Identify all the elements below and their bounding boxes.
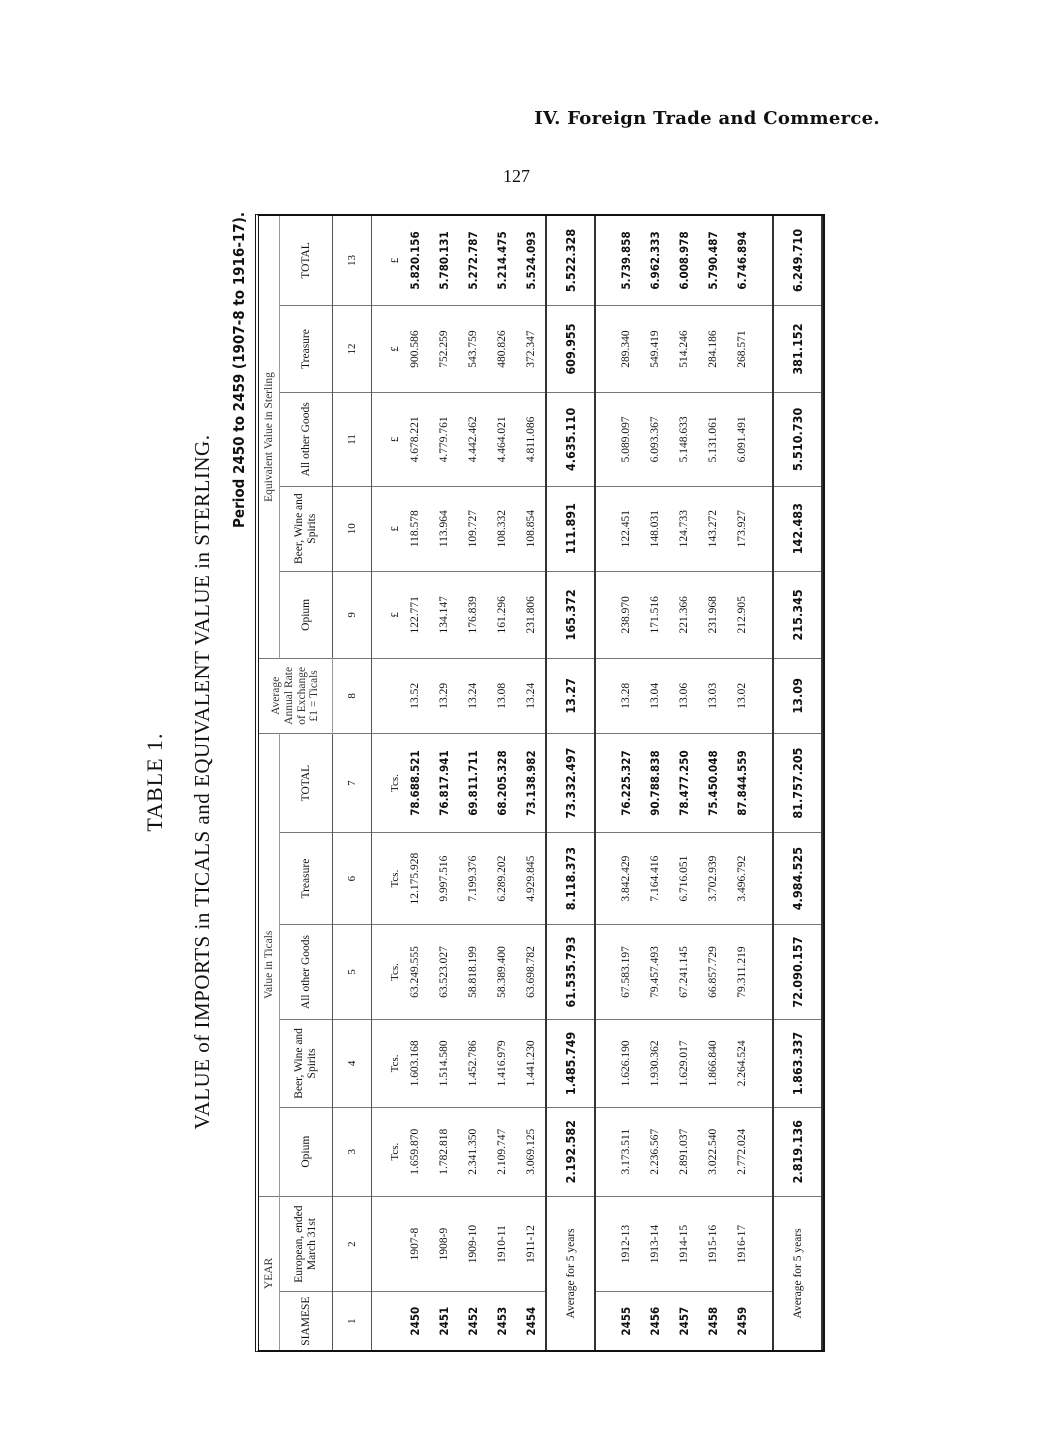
table-cell: 63.249.555 bbox=[401, 924, 430, 1020]
table-cell: 2456 bbox=[648, 1306, 663, 1336]
table-row bbox=[641, 216, 670, 1350]
table-cell: 67.241.145 bbox=[670, 924, 699, 1020]
average-cell: 5.510.730 bbox=[773, 393, 822, 486]
table-cell: 2454 bbox=[523, 1306, 538, 1336]
spacer-cell bbox=[595, 571, 612, 658]
column-number-row bbox=[333, 216, 372, 1350]
table-cell: 13.06 bbox=[670, 658, 699, 733]
spacer-cell bbox=[595, 486, 612, 571]
table-cell: 6.962.333 bbox=[641, 216, 670, 305]
table-cell: 5.780.131 bbox=[430, 216, 459, 305]
table-cell: 5.790.487 bbox=[699, 216, 728, 305]
spacer-cell bbox=[756, 833, 773, 924]
table-cell: 1.452.786 bbox=[459, 1020, 488, 1107]
column-number-11: 11 bbox=[333, 393, 372, 486]
table-row bbox=[516, 216, 546, 1350]
table-cell: 543.759 bbox=[459, 305, 488, 392]
table-cell: 13.29 bbox=[430, 658, 459, 733]
unit-label-7: Tcs. bbox=[371, 733, 400, 833]
table-subtitle: VALUE of IMPORTS in TICALS and EQUIVALENT VALUE in STERLING. bbox=[190, 434, 214, 1130]
spacer-cell bbox=[756, 393, 773, 486]
table-cell: 5.272.787 bbox=[459, 216, 488, 305]
spacer-cell bbox=[595, 1107, 612, 1196]
table-cell: 4.442.462 bbox=[459, 393, 488, 486]
table-cell: 1.866.840 bbox=[699, 1020, 728, 1107]
average-cell: 111.891 bbox=[546, 486, 595, 571]
table-cell: 231.968 bbox=[699, 571, 728, 658]
table-row bbox=[699, 216, 728, 1350]
section-header: IV. Foreign Trade and Commerce. bbox=[534, 108, 880, 129]
spacer-cell bbox=[756, 1292, 773, 1350]
page-number: 127 bbox=[503, 166, 530, 186]
average-cell: 1.485.749 bbox=[546, 1020, 595, 1107]
spacer-cell bbox=[595, 393, 612, 486]
col-header-12: Treasure bbox=[280, 305, 333, 392]
table-cell: 4.929.845 bbox=[516, 833, 546, 924]
table-cell: 122.771 bbox=[401, 571, 430, 658]
col-header-2: European, ended March 31st bbox=[280, 1196, 333, 1292]
col-header-8: Average Annual Rate of Exchange £1 = Ticals bbox=[259, 658, 333, 733]
table-cell: 372.347 bbox=[516, 305, 546, 392]
rotated-table-area bbox=[140, 212, 830, 1352]
table-cell: 1915-16 bbox=[699, 1196, 728, 1292]
table-cell: 161.296 bbox=[488, 571, 517, 658]
average-row bbox=[546, 216, 595, 1350]
table-cell: 238.970 bbox=[612, 571, 641, 658]
table-cell: 2459 bbox=[734, 1306, 749, 1336]
table-cell: 1.626.190 bbox=[612, 1020, 641, 1107]
table-cell: 124.733 bbox=[670, 486, 699, 571]
average-cell: 73.332.497 bbox=[546, 733, 595, 833]
col-header-3: Opium bbox=[280, 1107, 333, 1196]
table-cell: 5.148.633 bbox=[670, 393, 699, 486]
table-cell: 284.186 bbox=[699, 305, 728, 392]
column-number-6: 6 bbox=[333, 833, 372, 924]
column-number-13: 13 bbox=[333, 216, 372, 305]
imports-table bbox=[259, 216, 823, 1350]
spacer-cell bbox=[756, 305, 773, 392]
column-number-8: 8 bbox=[333, 658, 372, 733]
table-cell: 1.441.230 bbox=[516, 1020, 546, 1107]
average-cell: 2.819.136 bbox=[773, 1107, 822, 1196]
table-cell: 1.629.017 bbox=[670, 1020, 699, 1107]
table-row bbox=[459, 216, 488, 1350]
col-header-9: Opium bbox=[280, 571, 333, 658]
col-header-7: TOTAL bbox=[280, 733, 333, 833]
average-cell: 13.27 bbox=[546, 658, 595, 733]
average-cell: 1.863.337 bbox=[773, 1020, 822, 1107]
table-cell: 3.842.429 bbox=[612, 833, 641, 924]
table-cell: 134.147 bbox=[430, 571, 459, 658]
table-cell: 2452 bbox=[466, 1306, 481, 1336]
unit-label-11: £ bbox=[371, 393, 400, 486]
average-row bbox=[773, 216, 822, 1350]
unit-label-10: £ bbox=[371, 486, 400, 571]
table-cell: 221.366 bbox=[670, 571, 699, 658]
table-cell: 143.272 bbox=[699, 486, 728, 571]
table-cell: 4.464.021 bbox=[488, 393, 517, 486]
table-cell: 1908-9 bbox=[430, 1196, 459, 1292]
spacer-cell bbox=[595, 1292, 612, 1350]
unit-label-1 bbox=[371, 1292, 400, 1350]
table-cell: 13.28 bbox=[612, 658, 641, 733]
table-cell: 1909-10 bbox=[459, 1196, 488, 1292]
table-cell: 4.811.086 bbox=[516, 393, 546, 486]
average-cell: 165.372 bbox=[546, 571, 595, 658]
table-cell: 2.772.024 bbox=[728, 1107, 757, 1196]
table-cell: 4.779.761 bbox=[430, 393, 459, 486]
table-cell: 2.264.524 bbox=[728, 1020, 757, 1107]
average-cell: 2.192.582 bbox=[546, 1107, 595, 1196]
table-cell: 7.164.416 bbox=[641, 833, 670, 924]
average-cell: 215.345 bbox=[773, 571, 822, 658]
column-number-12: 12 bbox=[333, 305, 372, 392]
table-cell: 752.259 bbox=[430, 305, 459, 392]
column-header-row bbox=[280, 216, 333, 1350]
table-cell: 118.578 bbox=[401, 486, 430, 571]
table-cell: 63.698.782 bbox=[516, 924, 546, 1020]
table-cell: 7.199.376 bbox=[459, 833, 488, 924]
table-cell: 5.214.475 bbox=[488, 216, 517, 305]
table-cell: 6.746.894 bbox=[728, 216, 757, 305]
table-cell: 63.523.027 bbox=[430, 924, 459, 1020]
table-cell: 13.24 bbox=[459, 658, 488, 733]
table-cell: 13.03 bbox=[699, 658, 728, 733]
table-cell: 1914-15 bbox=[670, 1196, 699, 1292]
spacer-row bbox=[595, 216, 612, 1350]
average-cell: 609.955 bbox=[546, 305, 595, 392]
spacer-cell bbox=[595, 924, 612, 1020]
table-cell: 148.031 bbox=[641, 486, 670, 571]
average-cell: 61.535.793 bbox=[546, 924, 595, 1020]
table-cell: 6.008.978 bbox=[670, 216, 699, 305]
table-cell: 2458 bbox=[706, 1306, 721, 1336]
table-cell: 514.246 bbox=[670, 305, 699, 392]
average-cell: 13.09 bbox=[773, 658, 822, 733]
table-cell: 76.817.941 bbox=[430, 733, 459, 833]
table-cell: 2450 bbox=[408, 1306, 423, 1336]
table-cell: 1.782.818 bbox=[430, 1107, 459, 1196]
average-cell: 72.090.157 bbox=[773, 924, 822, 1020]
table-cell: 78.688.521 bbox=[401, 733, 430, 833]
spacer-cell bbox=[756, 733, 773, 833]
col-header-4: Beer, Wine and Spirits bbox=[280, 1020, 333, 1107]
col-header-10: Beer, Wine and Spirits bbox=[280, 486, 333, 571]
average-cell: 381.152 bbox=[773, 305, 822, 392]
col-header-13: TOTAL bbox=[280, 216, 333, 305]
table-cell: 5.739.858 bbox=[612, 216, 641, 305]
table-cell: 1.930.362 bbox=[641, 1020, 670, 1107]
table-cell: 58.818.199 bbox=[459, 924, 488, 1020]
column-number-2: 2 bbox=[333, 1196, 372, 1292]
average-label: Average for 5 years bbox=[773, 1196, 822, 1350]
average-cell: 5.522.328 bbox=[546, 216, 595, 305]
column-number-3: 3 bbox=[333, 1107, 372, 1196]
table-cell: 2451 bbox=[437, 1306, 452, 1336]
spacer-cell bbox=[756, 658, 773, 733]
average-cell: 4.635.110 bbox=[546, 393, 595, 486]
table-body bbox=[333, 216, 823, 1350]
table-cell: 1.603.168 bbox=[401, 1020, 430, 1107]
table-row bbox=[670, 216, 699, 1350]
column-number-4: 4 bbox=[333, 1020, 372, 1107]
table-cell: 5.524.093 bbox=[516, 216, 546, 305]
table-cell: 79.457.493 bbox=[641, 924, 670, 1020]
average-cell: 6.249.710 bbox=[773, 216, 822, 305]
spacer-cell bbox=[595, 833, 612, 924]
unit-label-4: Tcs. bbox=[371, 1020, 400, 1107]
table-cell: 5.089.097 bbox=[612, 393, 641, 486]
unit-label-9: £ bbox=[371, 571, 400, 658]
table-cell: 58.389.400 bbox=[488, 924, 517, 1020]
spacer-cell bbox=[595, 216, 612, 305]
table-cell: 113.964 bbox=[430, 486, 459, 571]
unit-label-3: Tcs. bbox=[371, 1107, 400, 1196]
table-cell: 1913-14 bbox=[641, 1196, 670, 1292]
spacer-cell bbox=[595, 305, 612, 392]
table-cell: 900.586 bbox=[401, 305, 430, 392]
spacer-cell bbox=[756, 486, 773, 571]
table-cell: 9.997.516 bbox=[430, 833, 459, 924]
spacer-cell bbox=[595, 658, 612, 733]
table-cell: 549.419 bbox=[641, 305, 670, 392]
table-cell: 3.022.540 bbox=[699, 1107, 728, 1196]
group-year: YEAR bbox=[259, 1196, 280, 1350]
table-cell: 2.341.350 bbox=[459, 1107, 488, 1196]
column-number-1: 1 bbox=[333, 1292, 372, 1350]
spacer-cell bbox=[595, 733, 612, 833]
table-cell: 3.069.125 bbox=[516, 1107, 546, 1196]
average-label: Average for 5 years bbox=[546, 1196, 595, 1350]
table-cell: 4.678.221 bbox=[401, 393, 430, 486]
table-cell: 5.820.156 bbox=[401, 216, 430, 305]
table-cell: 13.08 bbox=[488, 658, 517, 733]
average-cell: 142.483 bbox=[773, 486, 822, 571]
table-cell: 69.811.711 bbox=[459, 733, 488, 833]
column-number-5: 5 bbox=[333, 924, 372, 1020]
spacer-cell bbox=[756, 571, 773, 658]
table-cell: 75.450.048 bbox=[699, 733, 728, 833]
table-period: Period 2450 to 2459 (1907-8 to 1916-17). bbox=[230, 212, 248, 528]
table-cell: 6.289.202 bbox=[488, 833, 517, 924]
spacer-cell bbox=[595, 1196, 612, 1292]
table-cell: 171.516 bbox=[641, 571, 670, 658]
table-cell: 1907-8 bbox=[401, 1196, 430, 1292]
table-cell: 2.109.747 bbox=[488, 1107, 517, 1196]
table-cell: 90.788.838 bbox=[641, 733, 670, 833]
spacer-cell bbox=[595, 1020, 612, 1107]
table-cell: 13.52 bbox=[401, 658, 430, 733]
table-cell: 3.496.792 bbox=[728, 833, 757, 924]
table-cell: 76.225.327 bbox=[612, 733, 641, 833]
table-cell: 67.583.197 bbox=[612, 924, 641, 1020]
table-cell: 6.716.051 bbox=[670, 833, 699, 924]
table-cell: 13.24 bbox=[516, 658, 546, 733]
table-cell: 6.091.491 bbox=[728, 393, 757, 486]
col-header-1: SIAMESE bbox=[280, 1292, 333, 1350]
table-row bbox=[488, 216, 517, 1350]
table-cell: 73.138.982 bbox=[516, 733, 546, 833]
table-row bbox=[430, 216, 459, 1350]
table-cell: 109.727 bbox=[459, 486, 488, 571]
table-cell: 87.844.559 bbox=[728, 733, 757, 833]
table-cell: 6.093.367 bbox=[641, 393, 670, 486]
spacer-cell bbox=[756, 1020, 773, 1107]
table-cell: 1916-17 bbox=[728, 1196, 757, 1292]
unit-label-2 bbox=[371, 1196, 400, 1292]
column-number-9: 9 bbox=[333, 571, 372, 658]
table-cell: 212.905 bbox=[728, 571, 757, 658]
table-cell: 173.927 bbox=[728, 486, 757, 571]
table-cell: 2.236.567 bbox=[641, 1107, 670, 1196]
table-cell: 1910-11 bbox=[488, 1196, 517, 1292]
col-header-5: All other Goods bbox=[280, 924, 333, 1020]
unit-label-5: Tcs. bbox=[371, 924, 400, 1020]
table-cell: 231.806 bbox=[516, 571, 546, 658]
table-cell: 289.340 bbox=[612, 305, 641, 392]
column-number-10: 10 bbox=[333, 486, 372, 571]
unit-label-12: £ bbox=[371, 305, 400, 392]
table-title: TABLE 1. bbox=[142, 732, 167, 832]
table-cell: 480.826 bbox=[488, 305, 517, 392]
units-row bbox=[371, 216, 400, 1350]
table-cell: 2453 bbox=[494, 1306, 509, 1336]
average-cell: 81.757.205 bbox=[773, 733, 822, 833]
spacer-cell bbox=[756, 1196, 773, 1292]
unit-label-8 bbox=[371, 658, 400, 733]
table-cell: 3.173.511 bbox=[612, 1107, 641, 1196]
table-cell: 1.659.870 bbox=[401, 1107, 430, 1196]
table-cell: 2.891.037 bbox=[670, 1107, 699, 1196]
group-header-row bbox=[259, 216, 280, 1350]
table-cell: 79.311.219 bbox=[728, 924, 757, 1020]
table-cell: 176.839 bbox=[459, 571, 488, 658]
table-cell: 2455 bbox=[619, 1306, 634, 1336]
table-cell: 2457 bbox=[677, 1306, 692, 1336]
table-row bbox=[401, 216, 430, 1350]
table-cell: 78.477.250 bbox=[670, 733, 699, 833]
table-cell: 66.857.729 bbox=[699, 924, 728, 1020]
table-cell: 13.04 bbox=[641, 658, 670, 733]
table-cell: 12.175.928 bbox=[401, 833, 430, 924]
table-cell: 108.854 bbox=[516, 486, 546, 571]
average-cell: 4.984.525 bbox=[773, 833, 822, 924]
table-row bbox=[612, 216, 641, 1350]
table-cell: 122.451 bbox=[612, 486, 641, 571]
spacer-cell bbox=[756, 216, 773, 305]
table-cell: 68.205.328 bbox=[488, 733, 517, 833]
group-ticals: Value in Ticals bbox=[259, 733, 280, 1196]
unit-label-13: £ bbox=[371, 216, 400, 305]
table-cell: 1911-12 bbox=[516, 1196, 546, 1292]
table-cell: 1.514.580 bbox=[430, 1020, 459, 1107]
spacer-cell bbox=[756, 1107, 773, 1196]
table-cell: 3.702.939 bbox=[699, 833, 728, 924]
spacer-row bbox=[756, 216, 773, 1350]
table-cell: 268.571 bbox=[728, 305, 757, 392]
column-number-7: 7 bbox=[333, 733, 372, 833]
table-row bbox=[728, 216, 757, 1350]
table-cell: 1912-13 bbox=[612, 1196, 641, 1292]
unit-label-6: Tcs. bbox=[371, 833, 400, 924]
col-header-6: Treasure bbox=[280, 833, 333, 924]
table-cell: 1.416.979 bbox=[488, 1020, 517, 1107]
group-sterling: Equivalent Value in Sterling bbox=[259, 216, 280, 658]
table-cell: 108.332 bbox=[488, 486, 517, 571]
average-cell: 8.118.373 bbox=[546, 833, 595, 924]
imports-table-frame bbox=[255, 214, 825, 1352]
table-cell: 5.131.061 bbox=[699, 393, 728, 486]
spacer-cell bbox=[756, 924, 773, 1020]
table-cell: 13.02 bbox=[728, 658, 757, 733]
col-header-11: All other Goods bbox=[280, 393, 333, 486]
